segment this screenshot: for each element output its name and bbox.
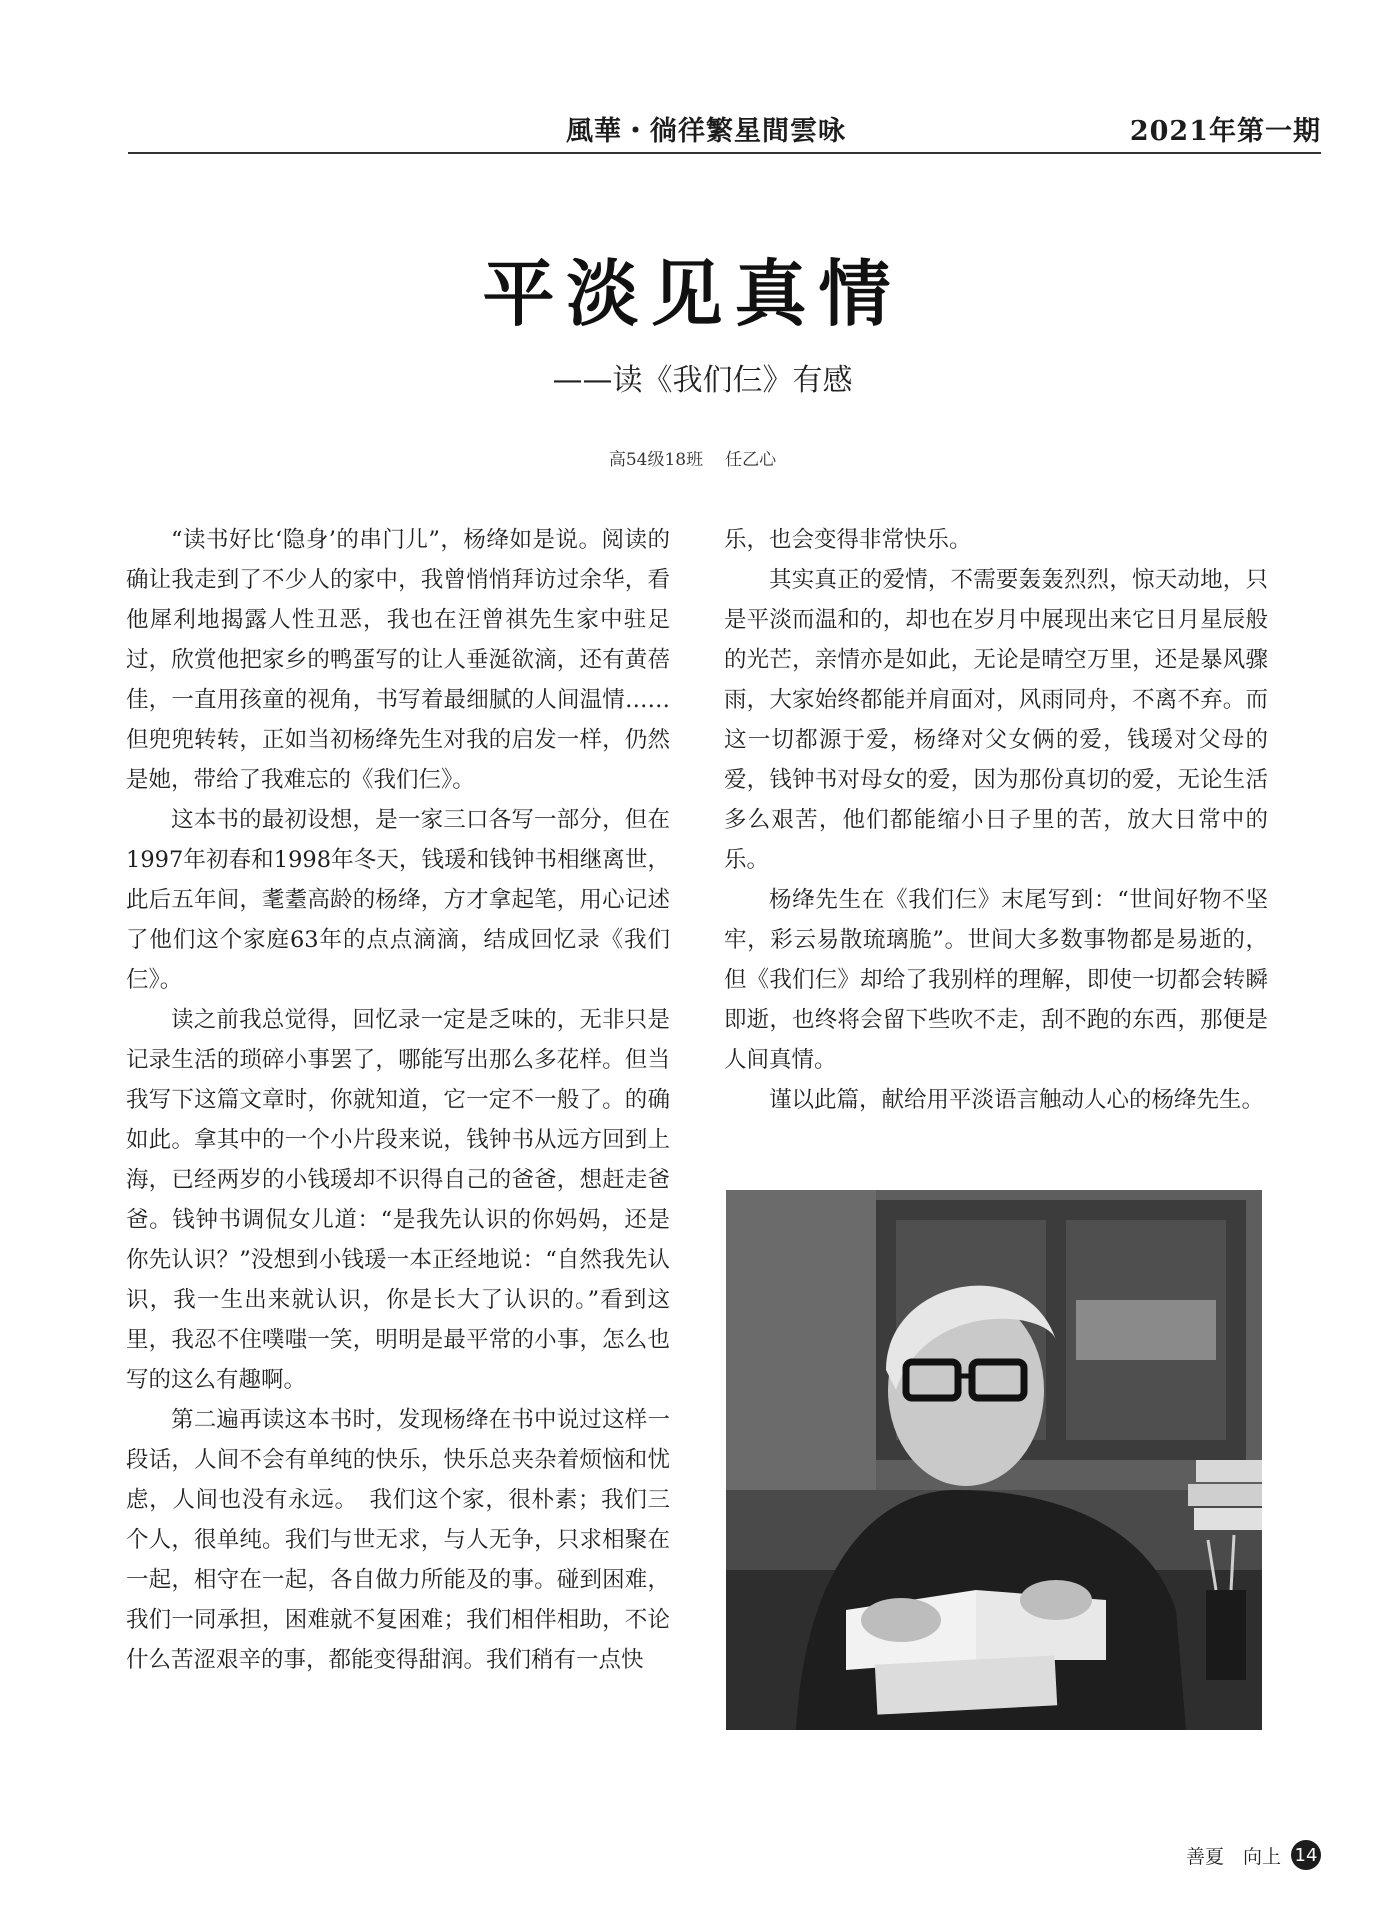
byline [0,452,1385,469]
paragraph: 其实真正的爱情，不需要轰轰烈烈，惊天动地，只是平淡而温和的，却也在岁月中展现出来它日月星辰般的光芒，亲情亦是如此，无论是晴空万里，还是暴风骤雨，大家始终都能并肩面对，风雨同舟，不离不弃。而这一切都源于爱，杨绛对父女俩的爱，钱瑗对父母的爱，钱钟书对母女的爱，因为那份真切的爱，无论生活多么艰苦，他们都能缩小日子里的苦，放大日常中的乐。 [724,567,1268,873]
running-header-column: 風華・徜徉繁星間雲咏 [566,116,846,147]
paragraph: 这本书的最初设想，是一家三口各写一部分，但在1997年初春和1998年冬天，钱瑗和钱钟书相继离世，此后五年间，耄耋高龄的杨绛，方才拿起笔，用心记述了他们这个家庭63年的点点滴滴，结成回忆录《我们仨》。 [126,807,670,993]
paragraph: 第二遍再读这本书时，发现杨绛在书中说过这样一段话，人间不会有单纯的快乐，快乐总夹杂着烦恼和忧虑，人间也没有永远。 我们这个家，很朴素；我们三个人，很单纯。我们与世无求，与人无争，只求相聚在一起，相守在一起，各自做力所能及的事。碰到困难，我们一同承担，困难就不复困难；我们相伴相助，不论什么苦涩艰辛的事，都能变得甜润。我们稍有一点快 [126,1407,670,1673]
article-title: 平淡见真情 [482,252,903,336]
paragraph: 谨以此篇，献给用平淡语言触动人心的杨绛先生。 [769,1087,1265,1113]
paragraph: 杨绛先生在《我们仨》末尾写到：“世间好物不坚牢，彩云易散琉璃脆”。世间大多数事物都是易逝的，但《我们仨》却给了我别样的理解，即使一切都会转瞬即逝，也终将会留下些吹不走，刮不跑的东西，那便是人间真情。 [724,887,1268,1073]
author-portrait-photo [726,1190,1262,1730]
paragraph: 读之前我总觉得，回忆录一定是乏味的，无非只是记录生活的琐碎小事罢了，哪能写出那么多花样。但当我写下这篇文章时，你就知道，它一定不一般了。的确如此。拿其中的一个小片段来说，钱钟书从远方回到上海，已经两岁的小钱瑗却不识得自己的爸爸，想赶走爸爸。钱钟书调侃女儿道：“是我先认识的你妈妈，还是你先认识？”没想到小钱瑗一本正经地说：“自然我先认识，我一生出来就认识，你是长大了认识的。”看到这里，我忍不住噗嗤一笑，明明是最平常的小事，怎么也写的这么有趣啊。 [126,1007,670,1393]
footer-publication: 善夏 向上 [1185,1845,1281,1868]
paragraph-continuation: 乐，也会变得非常快乐。 [724,527,972,553]
right-column [724,520,1268,1120]
page-footer [1186,1840,1321,1870]
byline-class: 高54级18班 [608,450,704,470]
left-column [126,520,670,1680]
byline-author: 任乙心 [725,450,777,470]
article-subtitle: ——读《我们仨》有感 [552,363,853,398]
page-number: 14 [1291,1840,1321,1870]
header-rule [128,152,1321,154]
paragraph: “读书好比‘隐身’的串门儿”，杨绛如是说。阅读的确让我走到了不少人的家中，我曾悄悄拜访过余华，看他犀利地揭露人性丑恶，我也在汪曾祺先生家中驻足过，欣赏他把家乡的鸭蛋写的让人垂涎欲滴，还有黄蓓佳，一直用孩童的视角，书写着最细腻的人间温情……但兜兜转转，正如当初杨绛先生对我的启发一样，仍然是她，带给了我难忘的《我们仨》。 [126,527,670,793]
running-header-issue: 2021年第一期 [1129,116,1321,147]
